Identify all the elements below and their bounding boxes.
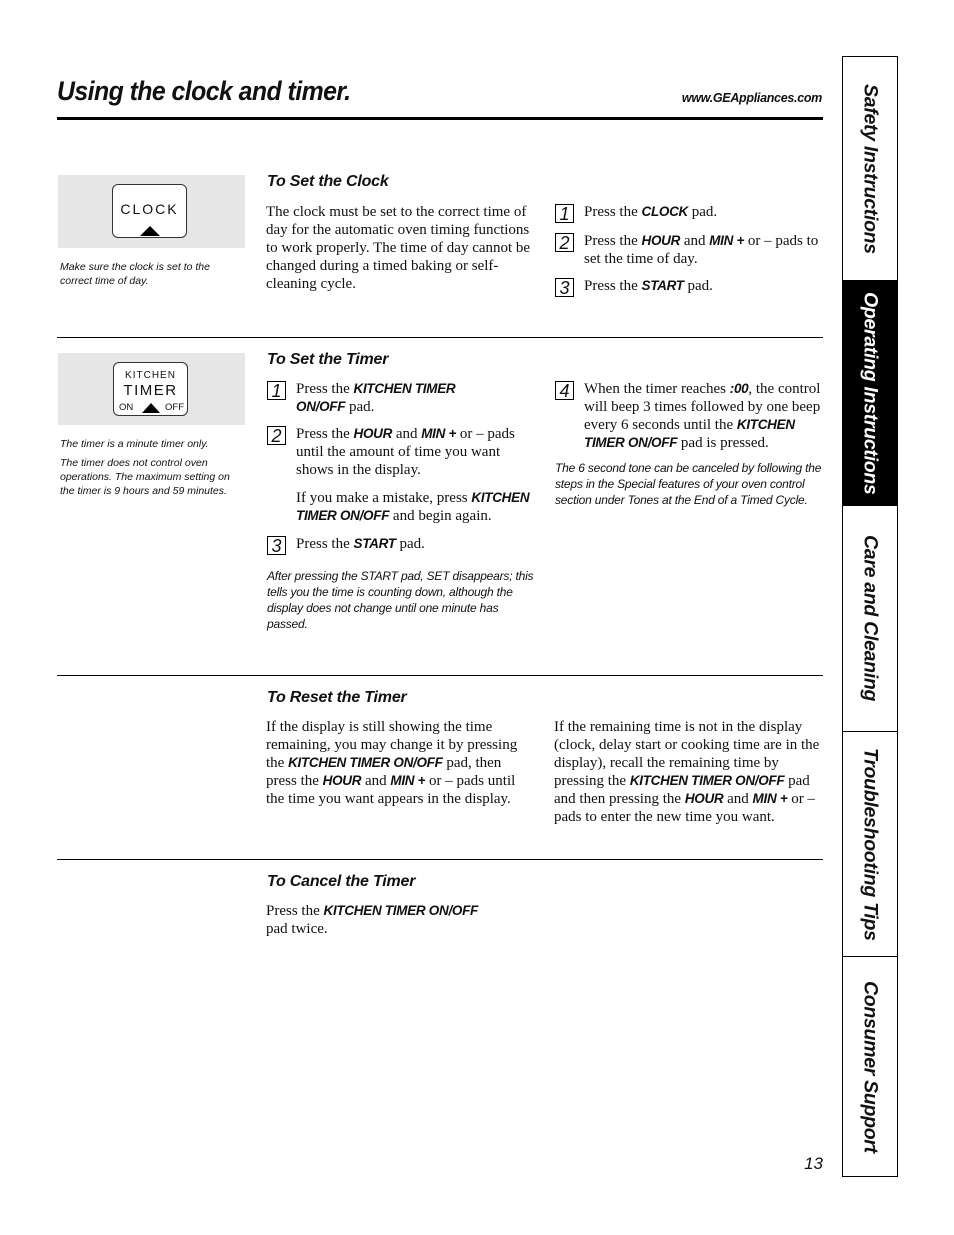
clock-intro: The clock must be set to the correct time of day for the automatic oven timing functions to work properly. The time of day cannot be changed during a timed baking or self-cleaning cycle.: [266, 204, 531, 292]
keyword: KITCHEN TIMER ON/OFF: [323, 903, 478, 918]
tab-label: Care and Cleaning: [859, 535, 882, 702]
clock-heading: To Set the Clock: [267, 173, 389, 190]
section-divider: [57, 675, 823, 676]
keyword: START: [641, 278, 684, 293]
keyword: MIN +: [421, 426, 457, 441]
clock-step-2: 2 Press the HOUR and MIN + or – pads to set the time of day.: [555, 232, 823, 268]
tab-consumer-support[interactable]: [843, 957, 897, 1176]
step-number: 2: [555, 233, 574, 252]
clock-caption: Make sure the clock is set to the correct time of day.: [60, 261, 210, 287]
timer-caption-1: The timer is a minute timer only.: [60, 438, 209, 450]
reset-heading: To Reset the Timer: [267, 689, 407, 706]
triangle-indicator-icon: [140, 226, 160, 236]
timer-step-2: 2 Press the HOUR and MIN + or – pads until the amount of time you want shows in the display.: [267, 425, 533, 479]
timer-step-4: 4 When the timer reaches :00, the control will beep 3 times followed by one beep every 6 seconds until the KITCHEN TIMER ON/OFF pad is pressed.: [555, 380, 823, 452]
keyword: KITCHEN TIMER ON/OFF: [296, 381, 456, 414]
timer-mistake-text: If you make a mistake, press KITCHEN TIMER ON/OFF and begin again.: [296, 490, 530, 524]
keyword: KITCHEN TIMER ON/OFF: [584, 417, 795, 450]
clock-step-3: 3 Press the START pad.: [555, 277, 823, 297]
timer-step-1: 1 Press the KITCHEN TIMER ON/OFF pad.: [267, 380, 533, 416]
tab-safety-instructions[interactable]: [843, 57, 897, 281]
timer-heading: To Set the Timer: [267, 351, 389, 368]
clock-key: [112, 184, 187, 238]
kitchen-timer-key-off: OFF: [165, 402, 184, 413]
keyword: :00: [729, 381, 749, 396]
keyword: MIN +: [709, 233, 745, 248]
step-number: 4: [555, 381, 574, 400]
keyword: MIN +: [390, 773, 426, 788]
clock-step-1: 1 Press the CLOCK pad.: [555, 203, 823, 223]
tab-operating-instructions[interactable]: [843, 281, 897, 506]
keyword: KITCHEN TIMER ON/OFF: [629, 773, 785, 788]
timer-pad-illustration: [58, 353, 245, 425]
step-number: 2: [267, 426, 286, 445]
keyword: MIN +: [752, 791, 788, 806]
keyword: HOUR: [641, 233, 681, 248]
timer-caption-2: The timer does not control oven operations. The maximum setting on the timer is 9 hours and 59 minutes.: [60, 457, 230, 497]
reset-right-text: If the remaining time is not in the display (clock, delay start or cooking time are in the display), recall the remaining time by pressing the KITCHEN TIMER ON/OFF pad and then pressing the HOUR and MIN + or – pads to enter the new time you want.: [554, 719, 820, 825]
kitchen-timer-key: [113, 362, 188, 416]
clock-key-label: CLOCK: [120, 201, 179, 217]
triangle-indicator-icon: [142, 403, 160, 413]
tab-label: Operating Instructions: [859, 291, 882, 495]
timer-note-left: After pressing the START pad, SET disappears; this tells you the time is counting down, although the display does not change until one minute has passed.: [267, 569, 534, 631]
website-url: www.GEAppliances.com: [681, 91, 822, 105]
clock-steps: [555, 203, 823, 297]
tab-troubleshooting-tips[interactable]: [843, 732, 897, 957]
cancel-heading: To Cancel the Timer: [267, 873, 416, 890]
clock-pad-illustration: [58, 175, 245, 248]
section-tabs-sidebar: [842, 56, 898, 1177]
tab-label: Troubleshooting Tips: [859, 747, 882, 941]
timer-step-3: 3 Press the START pad.: [267, 535, 533, 555]
kitchen-timer-key-line2: TIMER: [123, 382, 178, 399]
tab-label: Consumer Support: [859, 980, 882, 1153]
timer-note-right: The 6 second tone can be canceled by following the steps in the Special features of your oven control section under Tones at the End of a Timed Cycle.: [555, 461, 822, 507]
tab-label: Safety Instructions: [859, 83, 882, 254]
keyword: CLOCK: [641, 204, 688, 219]
timer-steps-left: [267, 380, 533, 632]
page-title: Using the clock and timer.: [57, 76, 351, 106]
title-rule: [57, 117, 823, 120]
kitchen-timer-key-on: ON: [119, 402, 134, 413]
keyword: KITCHEN TIMER ON/OFF: [288, 755, 443, 770]
timer-steps-right: [555, 380, 823, 508]
section-divider: [57, 859, 823, 860]
section-divider: [57, 337, 823, 338]
keyword: HOUR: [322, 773, 362, 788]
step-number: 1: [267, 381, 286, 400]
step-number: 3: [555, 278, 574, 297]
keyword: KITCHEN TIMER ON/OFF: [296, 490, 530, 523]
keyword: HOUR: [353, 426, 393, 441]
kitchen-timer-key-line1: KITCHEN: [125, 370, 176, 381]
cancel-text: Press the KITCHEN TIMER ON/OFF pad twice.: [266, 903, 478, 937]
step-number: 3: [267, 536, 286, 555]
keyword: HOUR: [684, 791, 724, 806]
tab-care-and-cleaning[interactable]: [843, 506, 897, 732]
page-number: 13: [804, 1154, 823, 1173]
reset-left-text: If the display is still showing the time remaining, you may change it by pressing the KITCHEN TIMER ON/OFF pad, then press the HOUR and MIN + or – pads until the time you want appears in the display.: [266, 719, 518, 807]
step-number: 1: [555, 204, 574, 223]
keyword: START: [353, 536, 396, 551]
